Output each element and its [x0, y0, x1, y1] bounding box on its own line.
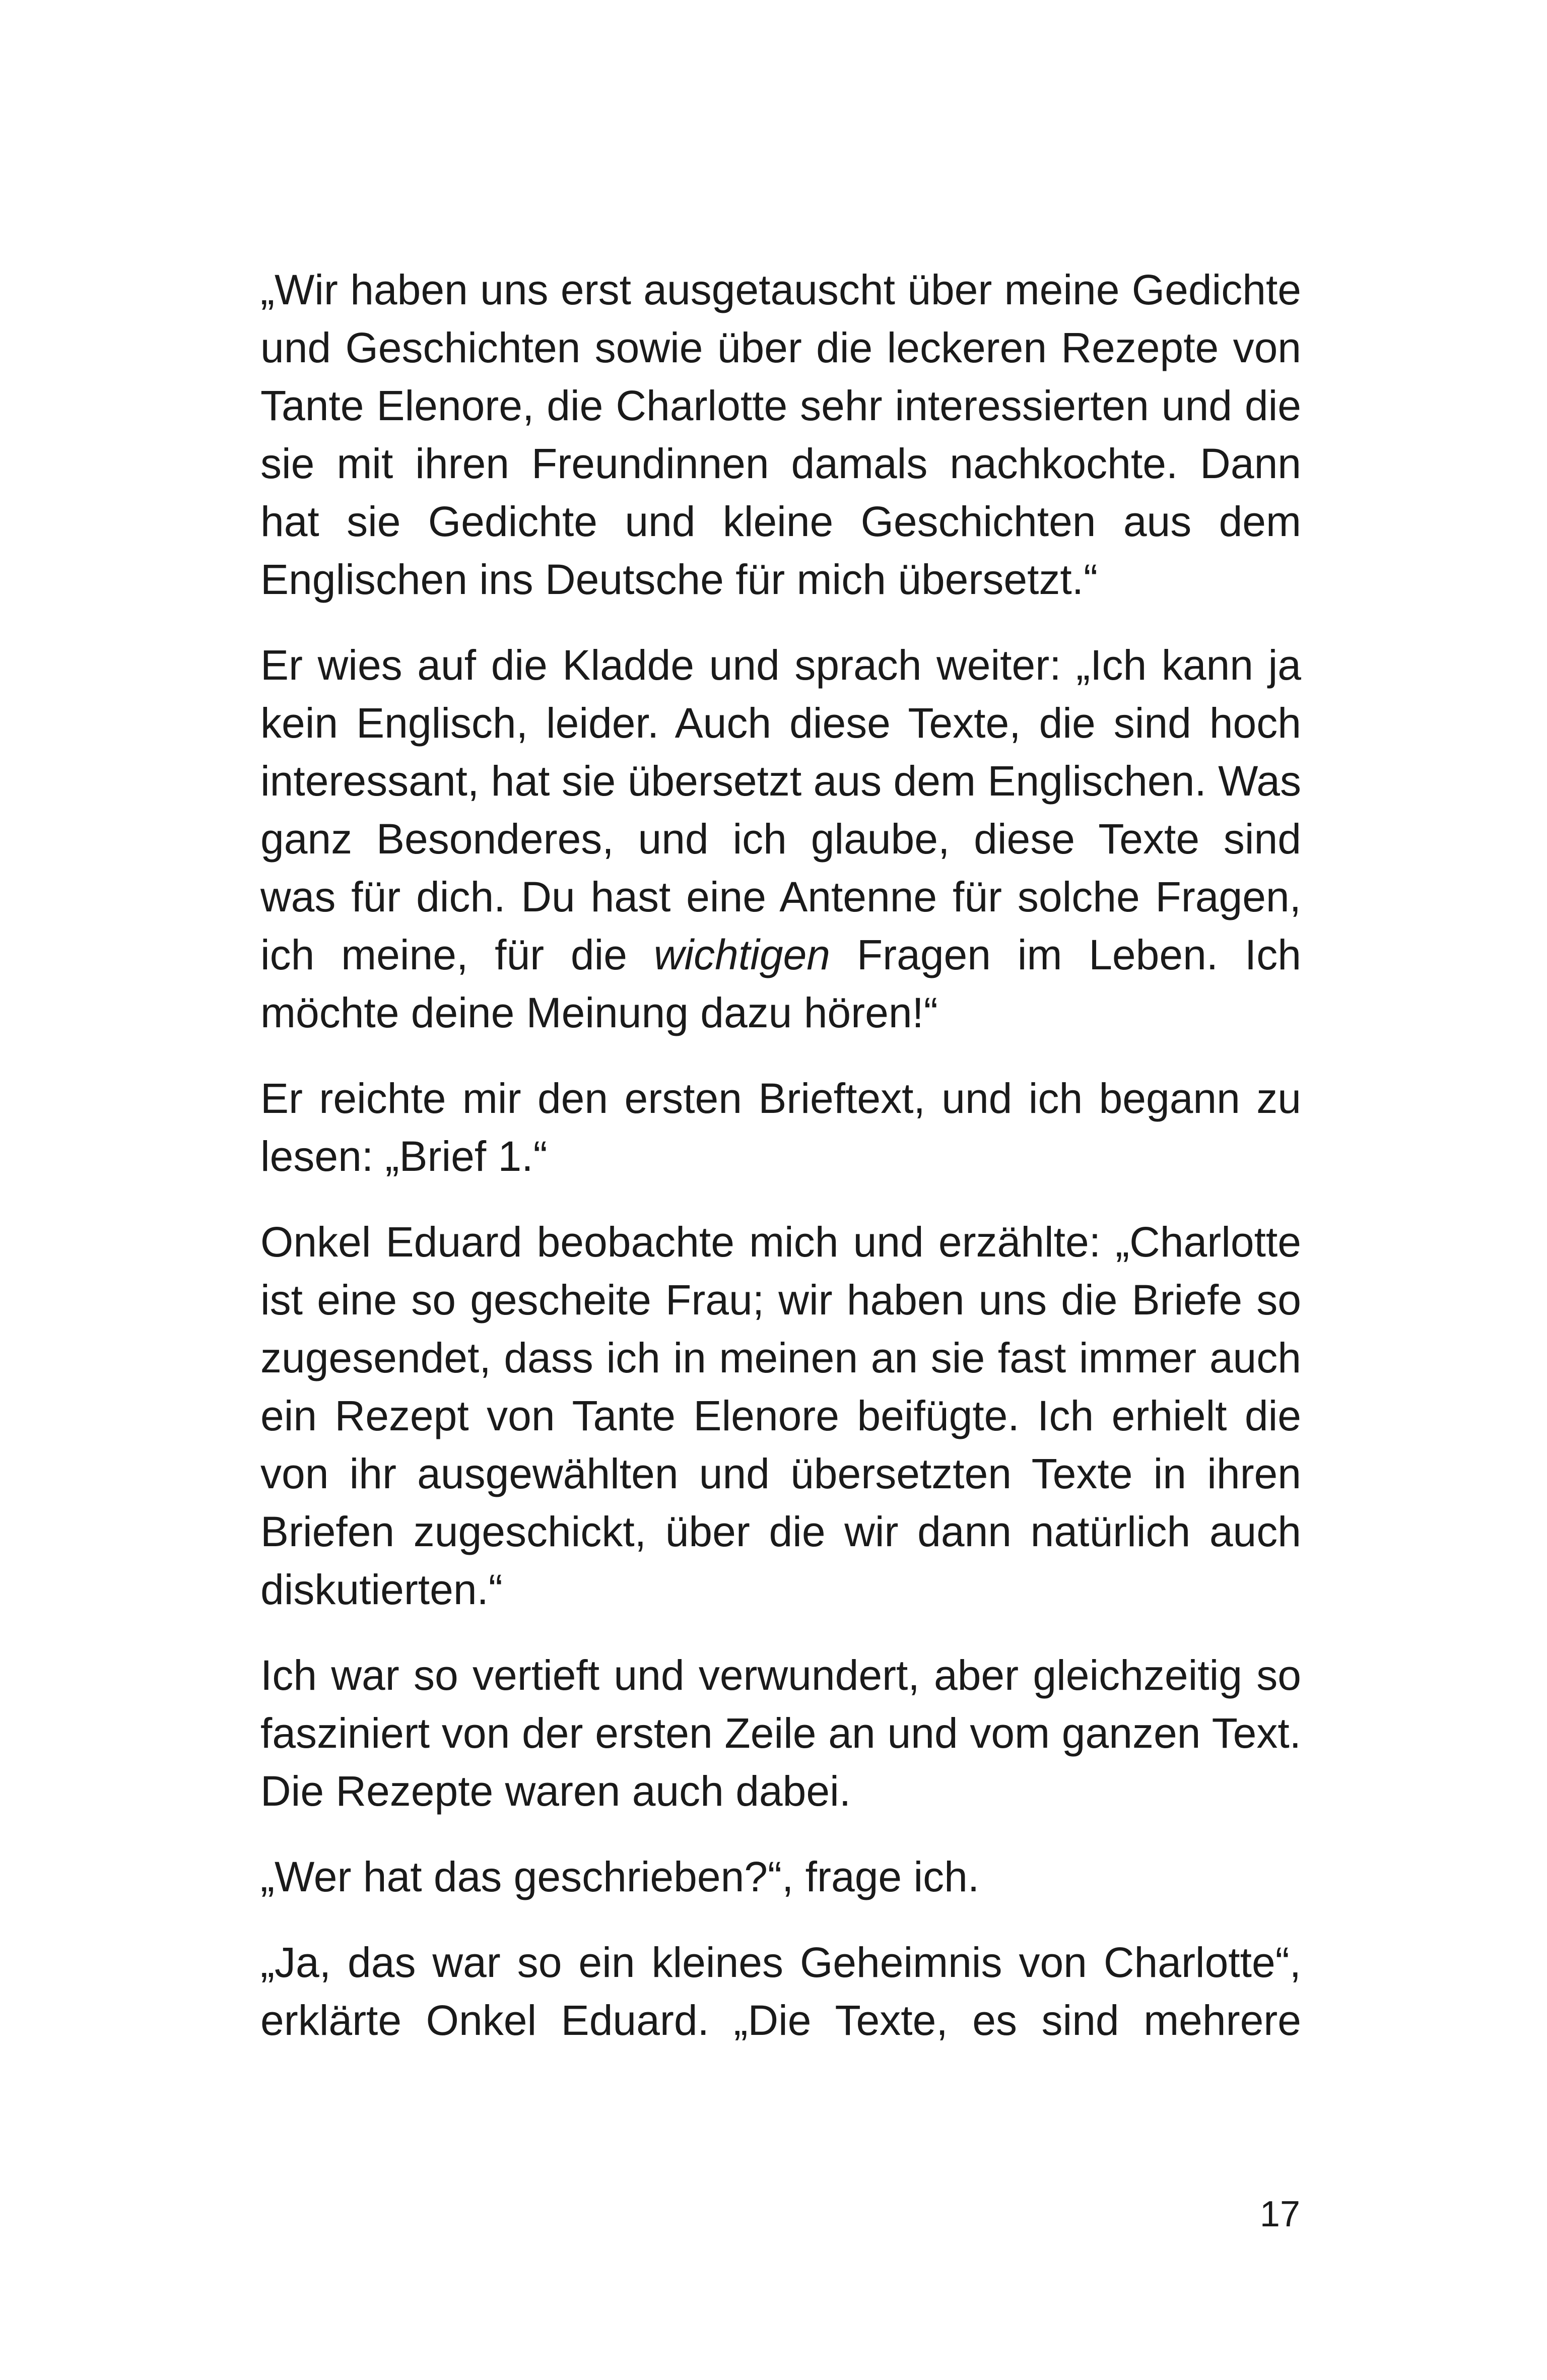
paragraph-6: „Wer hat das geschrieben?“, frage ich.: [260, 1853, 980, 1900]
paragraph-4: Onkel Eduard beobachte mich und erzählte: „Charlotte ist eine so gescheite Frau; wir haben uns die Briefe so zugesendet, dass ich in meinen an sie fast immer auch ein Rezept von Tante Elenore beifügte. Ich erhielt die von ihr ausgewählten und übersetzten Texte in ihren Briefen zugeschickt, über die wir dann natürlich auch diskutierten.“: [260, 1218, 1301, 1613]
page-number: 17: [1259, 2194, 1300, 2234]
paragraph-5: Ich war so vertieft und verwundert, aber gleichzeitig so fasziniert von der ersten Zeile an und vom ganzen Text. Die Rezepte waren auch dabei.: [260, 1651, 1301, 1815]
emphasized-word: wichtigen: [653, 931, 831, 978]
paragraph-2-before: Er wies auf die Kladde und sprach weiter: „Ich kann ja kein Englisch, leider. Auch diese Texte, die sind hoch interessant, hat sie übersetzt aus dem Englischen. Was ganz Besonderes, und ich glaube, diese Texte sind was für dich. Du hast eine Antenne für solche Fragen, ich meine, für die: [260, 641, 1301, 978]
paragraph-7: „Ja, das war so ein kleines Geheimnis von Charlotte“, erklärte Onkel Eduard. „Die Texte, es sind mehrere: [260, 1939, 1301, 2044]
paragraph-2: [260, 636, 1301, 1042]
paragraph-3: Er reichte mir den ersten Brieftext, und ich begann zu lesen: „Brief 1.“: [260, 1075, 1301, 1180]
paragraph-1: „Wir haben uns erst ausgetauscht über meine Gedichte und Geschichten sowie über die leckeren Rezepte von Tante Elenore, die Charlotte sehr interessierten und die sie mit ihren Freundinnen damals nachkochte. Dann hat sie Gedichte und kleine Geschichten aus dem Englischen ins Deutsche für mich übersetzt.“: [260, 266, 1301, 603]
paragraph-2-after: Fragen im Leben. Ich möchte deine Meinung dazu hören!“: [260, 931, 1301, 1036]
body-text: [260, 261, 1301, 2050]
